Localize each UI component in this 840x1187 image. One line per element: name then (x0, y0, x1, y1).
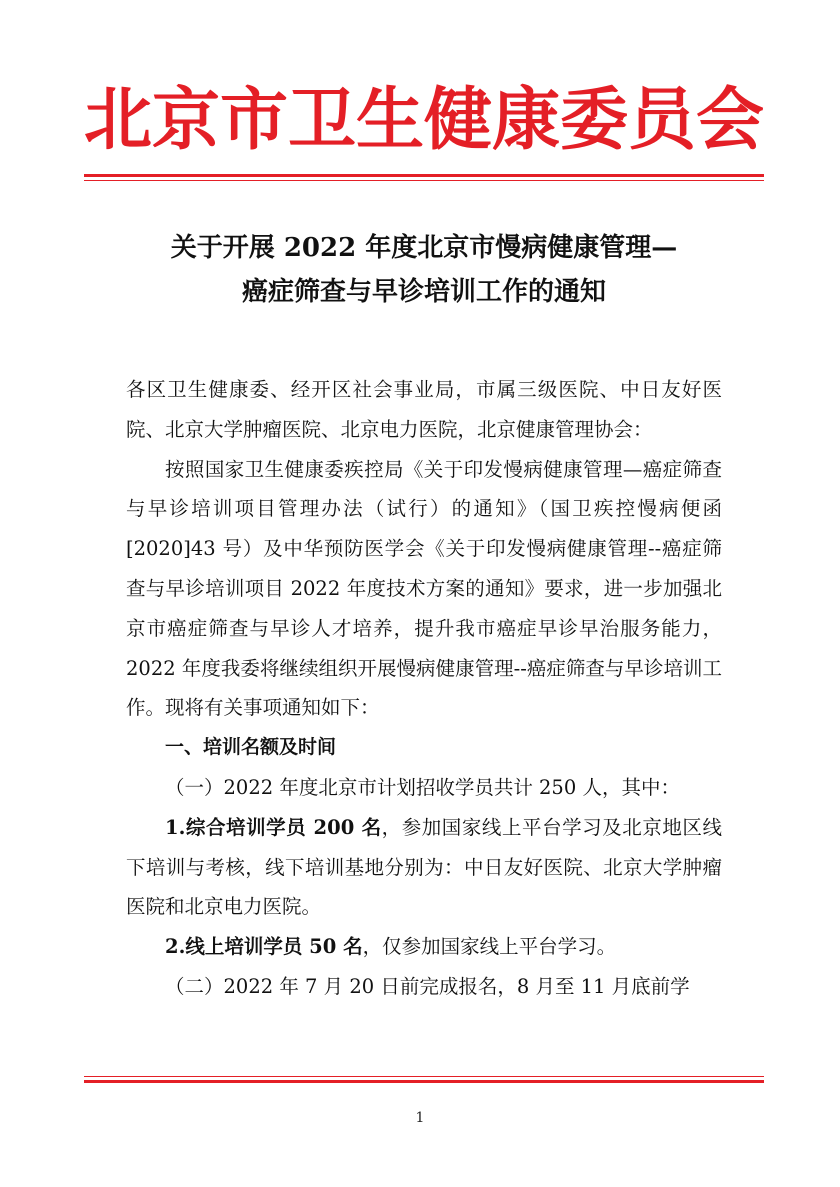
masthead-divider (84, 174, 764, 181)
masthead-org-name: 北京市卫生健康委员会 (84, 80, 765, 160)
document-title (84, 226, 764, 314)
title-line-2: 癌症筛查与早诊培训工作的通知 (241, 277, 606, 307)
item-1-2-paragraph (126, 927, 722, 967)
item-1-paragraph: （一）2022 年度北京市计划招收学员共计 250 人，其中： (165, 775, 680, 799)
item-1-1-paragraph (126, 808, 722, 927)
footer-divider (84, 1076, 764, 1083)
section-heading-1: 一、培训名额及时间 (165, 736, 337, 759)
item-1-2-text: ，仅参加国家线上平台学习。 (362, 935, 617, 959)
document-body (126, 370, 722, 1007)
recipients-paragraph: 各区卫生健康委、经开区社会事业局，市属三级医院、中日友好医院、北京大学肿瘤医院、北京电力医院，北京健康管理协会： (126, 378, 722, 441)
title-line-1: 关于开展 2022 年度北京市慢病健康管理— (170, 233, 678, 263)
item-1-1-bold: 1.综合培训学员 200 名 (165, 815, 382, 839)
intro-paragraph: 按照国家卫生健康委疾控局《关于印发慢病健康管理—癌症筛查与早诊培训项目管理办法（试行）的通知》（国卫疾控慢病便函[2020]43 号）及中华预防医学会《关于印发慢病健康管理--癌症筛查与早诊培训项目 2022 年度技术方案的通知》要求，进一步加强北京市癌症筛查与早诊人才培养，提升我市癌症早诊早治服务能力，2022 年度我委将继续组织开展慢病健康管理--癌症筛查与早诊培训工作。现将有关事项通知如下： (126, 457, 722, 720)
item-1-2-bold: 2.线上培训学员 50 名 (165, 935, 363, 959)
page-number: 1 (415, 1110, 425, 1126)
item-1-1-text: ，参加国家线上平台学习及北京地区线下培训与考核，线下培训基地分别为：中日友好医院、北京大学肿瘤医院和北京电力医院。 (126, 815, 722, 919)
item-2-paragraph: （二）2022 年 7 月 20 日前完成报名，8 月至 11 月底前学 (165, 974, 690, 998)
